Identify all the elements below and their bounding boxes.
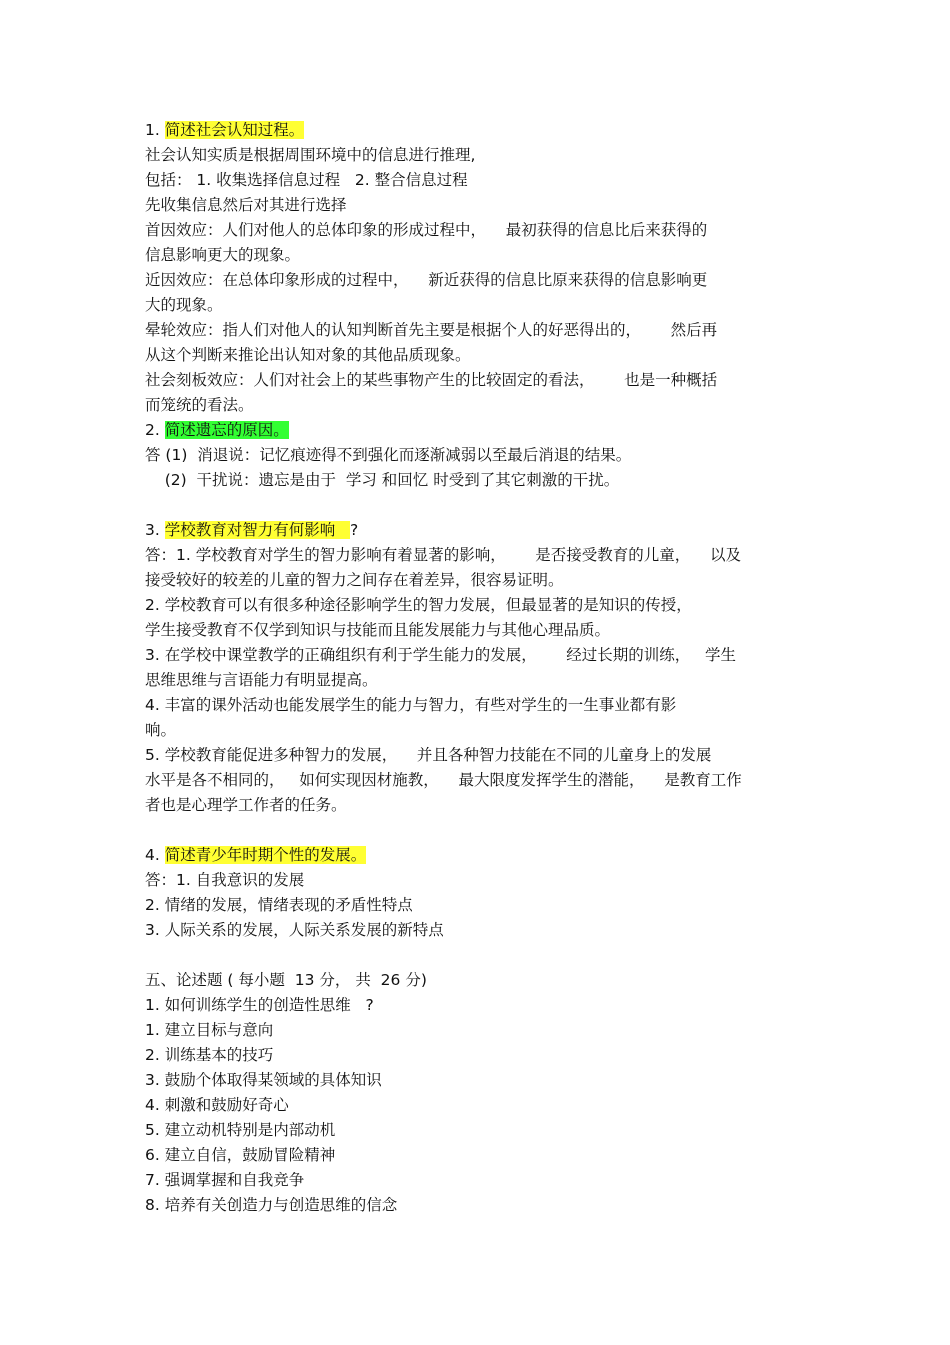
q1-line: 而笼统的看法。	[145, 396, 254, 414]
section5-question: 1. 如何训练学生的创造性思维 ?	[145, 996, 374, 1014]
q3-line: 2. 学校教育可以有很多种途径影响学生的智力发展，但最显著的是知识的传授，	[145, 596, 692, 614]
q1-line: 近因效应：在总体印象形成的过程中， 新近获得的信息比原来获得的信息影响更	[145, 271, 708, 289]
q3-title: 学校教育对智力有何影响	[164, 521, 351, 539]
q1-line: 信息影响更大的现象。	[145, 246, 301, 264]
q2-title: 简述遗忘的原因。	[164, 421, 289, 439]
q1-line: 晕轮效应：指人们对他人的认知判断首先主要是根据个人的好恶得出的， 然后再	[145, 321, 718, 339]
spacer	[145, 943, 810, 968]
q2-heading	[145, 418, 810, 443]
q3-line: 5. 学校教育能促进多种智力的发展， 并且各种智力技能在不同的儿童身上的发展	[145, 746, 712, 764]
q1-title: 简述社会认知过程。	[164, 121, 305, 139]
section5-heading: 五、论述题 ( 每小题 13 分， 共 26 分)	[145, 971, 427, 989]
q1-line: 先收集信息然后对其进行选择	[145, 196, 347, 214]
q4-line: 答：1. 自我意识的发展	[145, 871, 305, 889]
q4-number: 4.	[145, 846, 165, 864]
q3-line: 4. 丰富的课外活动也能发展学生的能力与智力，有些对学生的一生事业都有影	[145, 696, 677, 714]
q3-line: 接受较好的较差的儿童的智力之间存在着差异，很容易证明。	[145, 571, 564, 589]
q1-line: 社会认知实质是根据周围环境中的信息进行推理,	[145, 146, 476, 164]
q1-line: 从这个判断来推论出认知对象的其他品质现象。	[145, 346, 471, 364]
q1-line: 首因效应：人们对他人的总体印象的形成过程中， 最初获得的信息比后来获得的	[145, 221, 708, 239]
section5-item: 8. 培养有关创造力与创造思维的信念	[145, 1196, 398, 1214]
section5-item: 5. 建立动机特别是内部动机	[145, 1121, 336, 1139]
spacer	[145, 818, 810, 843]
spacer	[145, 493, 810, 518]
q3-line: 答：1. 学校教育对学生的智力影响有着显著的影响， 是否接受教育的儿童， 以及	[145, 546, 741, 564]
q3-line: 3. 在学校中课堂教学的正确组织有利于学生能力的发展， 经过长期的训练， 学生	[145, 646, 737, 664]
q3-line: 学生接受教育不仅学到知识与技能而且能发展能力与其他心理品质。	[145, 621, 611, 639]
q1-heading	[145, 118, 810, 143]
q3-line: 水平是各不相同的， 如何实现因材施教， 最大限度发挥学生的潜能， 是教育工作	[145, 771, 742, 789]
q4-line: 2. 情绪的发展，情绪表现的矛盾性特点	[145, 896, 413, 914]
section5-item: 7. 强调掌握和自我竞争	[145, 1171, 305, 1189]
section5-item: 4. 刺激和鼓励好奇心	[145, 1096, 289, 1114]
section5-item: 3. 鼓励个体取得某领域的具体知识	[145, 1071, 382, 1089]
document-content	[145, 118, 810, 1218]
q3-line: 思维思维与言语能力有明显提高。	[145, 671, 378, 689]
q3-line: 响。	[145, 721, 177, 739]
section5-item: 1. 建立目标与意向	[145, 1021, 274, 1039]
q4-line: 3. 人际关系的发展，人际关系发展的新特点	[145, 921, 444, 939]
q2-line: 答 (1) 消退说：记忆痕迹得不到强化而逐渐减弱以至最后消退的结果。	[145, 446, 632, 464]
q2-number: 2.	[145, 421, 165, 439]
q1-line: 包括： 1. 收集选择信息过程 2. 整合信息过程	[145, 171, 468, 189]
q1-line: 社会刻板效应：人们对社会上的某些事物产生的比较固定的看法， 也是一种概括	[145, 371, 718, 389]
section5-item: 2. 训练基本的技巧	[145, 1046, 274, 1064]
q2-line: (2) 干扰说：遗忘是由于 学习 和回忆 时受到了其它刺激的干扰。	[145, 471, 620, 489]
section5-item: 6. 建立自信，鼓励冒险精神	[145, 1146, 336, 1164]
q3-line: 者也是心理学工作者的任务。	[145, 796, 347, 814]
q4-title: 简述青少年时期个性的发展。	[164, 846, 367, 864]
q3-number: 3.	[145, 521, 165, 539]
q3-suffix: ?	[350, 521, 359, 539]
q1-number: 1.	[145, 121, 165, 139]
q1-line: 大的现象。	[145, 296, 223, 314]
q3-heading	[145, 518, 810, 543]
q4-heading	[145, 843, 810, 868]
